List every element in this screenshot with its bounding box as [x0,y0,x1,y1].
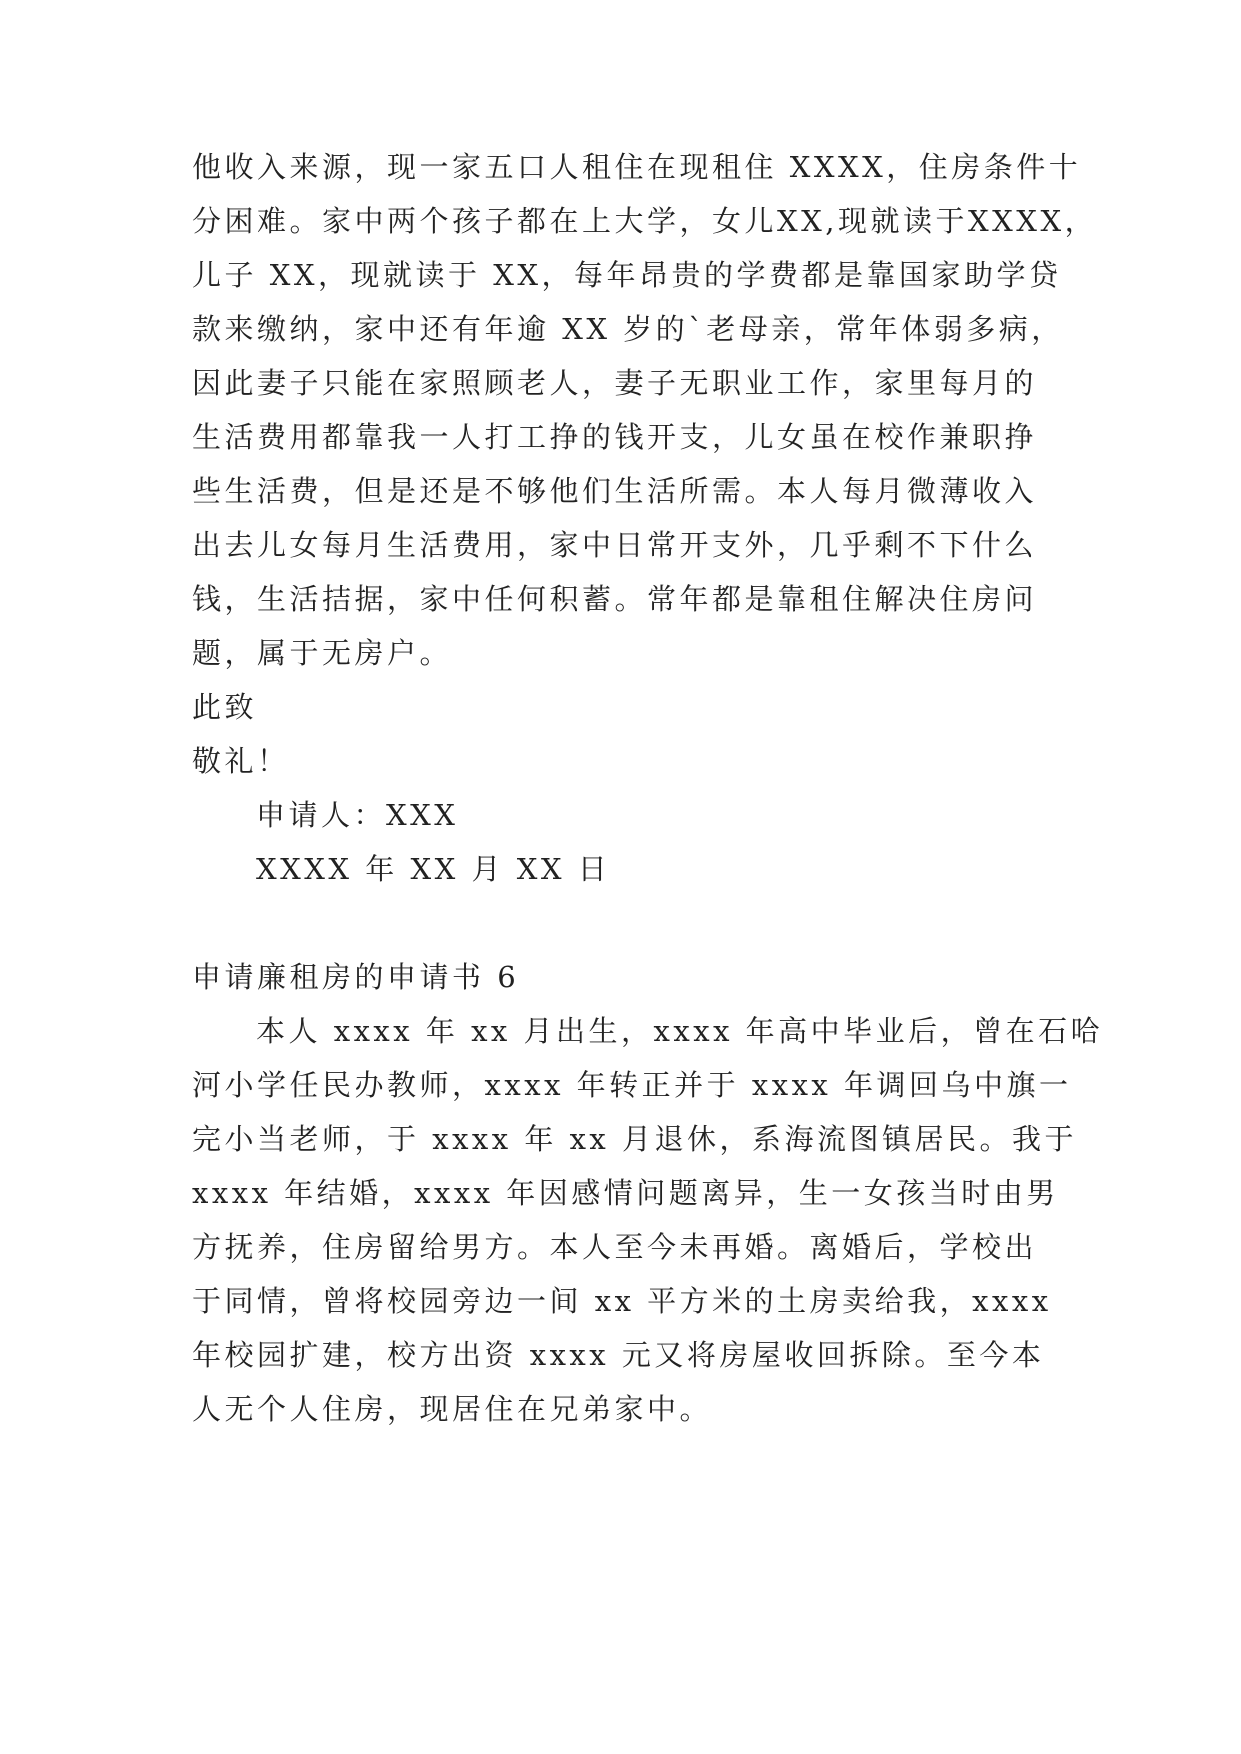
text-line: 些生活费，但是还是不够他们生活所需。本人每月微薄收入 [192,474,1038,508]
text-line: 分困难。家中两个孩子都在上大学，女儿XX,现就读于XXXX， [192,204,1098,238]
text-line: 钱，生活拮据，家中任何积蓄。常年都是靠租住解决住房问 [192,582,1038,616]
text-line: 他收入来源，现一家五口人租住在现租住 XXXX，住房条件十 [192,150,1082,184]
text-line: 人无个人住房，现居住在兄弟家中。 [192,1392,713,1426]
signature-date: XXXX 年 XX 月 XX 日 [256,852,611,886]
text-line: 题，属于无房户。 [192,636,453,670]
text-line: 本人 xxxx 年 xx 月出生，xxxx 年高中毕业后，曾在石哈 [256,1014,1104,1048]
text-line: xxxx 年结婚，xxxx 年因感情问题离异，生一女孩当时由男 [192,1176,1059,1210]
section-title: 申请廉租房的申请书 6 [192,960,520,994]
text-line: 方抚养，住房留给男方。本人至今未再婚。离婚后，学校出 [192,1230,1038,1264]
text-line: 因此妻子只能在家照顾老人，妻子无职业工作，家里每月的 [192,366,1038,400]
text-line: 出去儿女每月生活费用，家中日常开支外，几乎剩不下什么 [192,528,1038,562]
text-line: 款来缴纳，家中还有年逾 XX 岁的`老母亲，常年体弱多病， [192,312,1064,346]
text-line: 年校园扩建，校方出资 xxxx 元又将房屋收回拆除。至今本 [192,1338,1045,1372]
closing-salutation: 此致 [192,690,258,724]
text-line: 完小当老师，于 xxxx 年 xx 月退休，系海流图镇居民。我于 [192,1122,1078,1156]
text-line: 生活费用都靠我一人打工挣的钱开支，儿女虽在校作兼职挣 [192,420,1038,454]
text-line: 于同情，曾将校园旁边一间 xx 平方米的土房卖给我，xxxx [192,1284,1052,1318]
text-line: 河小学任民办教师，xxxx 年转正并于 xxxx 年调回乌中旗一 [192,1068,1072,1102]
applicant-signature: 申请人：XXX [256,798,459,832]
text-line: 儿子 XX，现就读于 XX，每年昂贵的学费都是靠国家助学贷 [192,258,1062,292]
closing-respect: 敬礼！ [192,744,290,778]
